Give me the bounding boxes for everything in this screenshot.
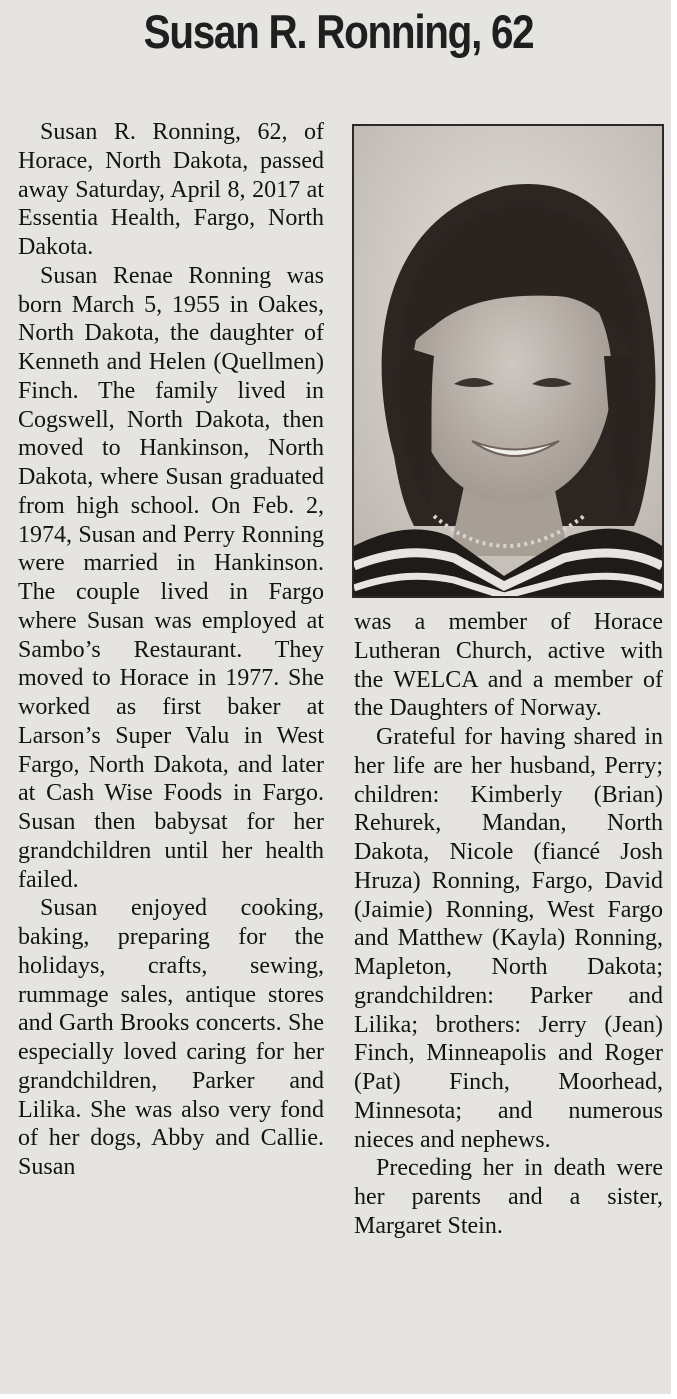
right-column xyxy=(354,608,663,1241)
paragraph-preceded-in-death: Preceding her in death were her parents and a sister, Margaret Stein. xyxy=(354,1155,663,1239)
paragraph-survivors: Grateful for having shared in her life are her husband, Perry; children: Kimberly (Brian) Rehurek, Mandan, North Dakota, Nicole (fiancé Josh Hruza) Ronning, Fargo, David (Jaimie) Ronning, West Fargo and Matthew (Kayla) Ronning, Mapleton, North Dakota; grandchildren: Parker and Lilika; brothers: Jerry (Jean) Finch, Minneapolis and Roger (Pat) Finch, Moorhead, Minnesota; and numerous nieces and nephews. xyxy=(354,724,663,1153)
obituary-headline: Susan R. Ronning, 62 xyxy=(143,5,534,58)
portrait-photo xyxy=(352,124,664,598)
portrait-illustration xyxy=(354,126,662,596)
paragraph-interests: Susan enjoyed cooking, baking, preparing for the holidays, crafts, sewing, rummage sales, antique stores and Garth Brooks concerts. She especially loved caring for her grandchildren, Parker and Lilika. She was also very fond of her dogs, Abby and Callie. Susan xyxy=(18,895,324,1180)
paragraph-church-continuation: was a member of Horace Lutheran Church, active with the WELCA and a member of the Daughters of Norway. xyxy=(354,609,663,722)
left-column xyxy=(18,118,324,1182)
paragraph-biography: Susan Renae Ronning was born March 5, 1955 in Oakes, North Dakota, the daughter of Kenneth and Helen (Quellmen) Finch. The family lived in Cogswell, North Dakota, then moved to Hankinson, North Dakota, where Susan graduated from high school. On Feb. 2, 1974, Susan and Perry Ronning were married in Hankinson. The couple lived in Fargo where Susan was employed at Sambo’s Restaurant. They moved to Horace in 1977. She worked as first baker at Larson’s Super Valu in West Fargo, North Dakota, and later at Cash Wise Foods in Fargo. Susan then babysat for her grandchildren until her health failed. xyxy=(18,262,324,893)
paragraph-death-notice: Susan R. Ronning, 62, of Horace, North Dakota, passed away Saturday, April 8, 2017 at Essentia Health, Fargo, North Dakota. xyxy=(18,119,324,260)
